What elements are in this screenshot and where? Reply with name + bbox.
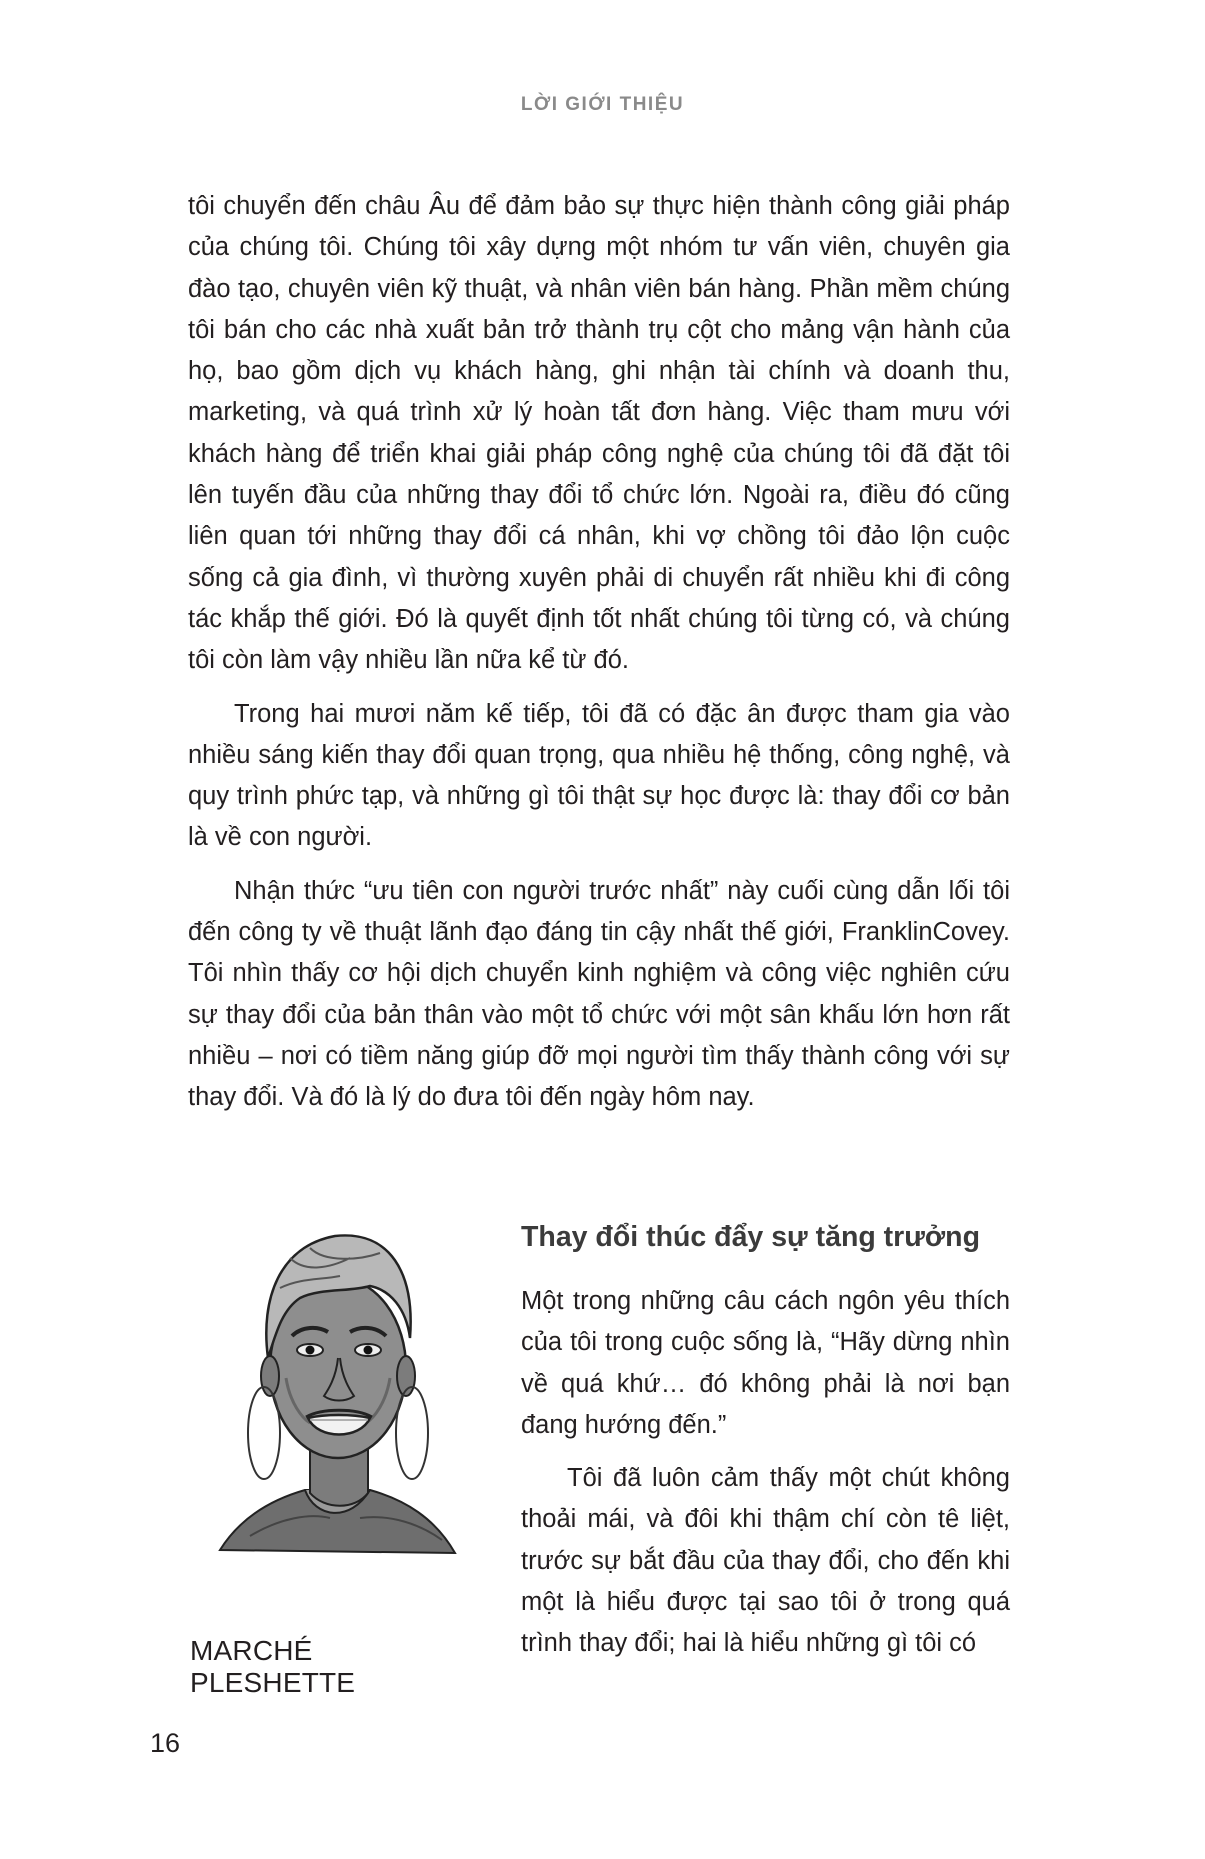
section-title: Thay đổi thúc đẩy sự tăng trưởng (521, 1221, 980, 1253)
running-head: LỜI GIỚI THIỆU (520, 94, 685, 115)
section-paragraph-1: Một trong những câu cách ngôn yêu thích của tôi trong cuộc sống là, “Hãy dừng nhìn về quá khứ… đó không phải là nơi bạn đang hướng đến.” (521, 1287, 1010, 1439)
sidebar-section (521, 1217, 1010, 1677)
portrait-illustration-icon (210, 1218, 460, 1558)
body-paragraph-2: Trong hai mươi năm kế tiếp, tôi đã có đặc ân được tham gia vào nhiều sáng kiến thay đổi quan trọng, qua nhiều hệ thống, công nghệ, và quy trình phức tạp, và những gì tôi thật sự học được là: thay đổi cơ bản là về con người. (188, 699, 1010, 852)
page-number: 16 (150, 1728, 181, 1758)
body-paragraph-3: Nhận thức “ưu tiên con người trước nhất” này cuối cùng dẫn lối tôi đến công ty về thuật lãnh đạo đáng tin cậy nhất thế giới, FranklinCovey. Tôi nhìn thấy cơ hội dịch chuyển kinh nghiệm và công việc nghiên cứu sự thay đổi của bản thân vào một tổ chức với một sân khấu lớn hơn rất nhiều – nơi có tiềm năng giúp đỡ mọi người tìm thấy thành công với sự thay đổi. Và đó là lý do đưa tôi đến ngày hôm nay. (188, 876, 1010, 1112)
main-body-text (188, 186, 1010, 1131)
portrait-caption-name: MARCHÉ PLESHETTE (190, 1635, 356, 1698)
body-paragraph-1: tôi chuyển đến châu Âu để đảm bảo sự thực hiện thành công giải pháp của chúng tôi. Chúng tôi xây dựng một nhóm tư vấn viên, chuyên gia đào tạo, chuyên viên kỹ thuật, và nhân viên bán hàng. Phần mềm chúng tôi bán cho các nhà xuất bản trở thành trụ cột cho mảng vận hành của họ, bao gồm dịch vụ khách hàng, ghi nhận tài chính và doanh thu, marketing, và quá trình xử lý hoàn tất đơn hàng. Việc tham mưu với khách hàng để triển khai giải pháp công nghệ của chúng tôi đã đặt tôi lên tuyến đầu của những thay đổi tổ chức lớn. Ngoài ra, điều đó cũng liên quan tới những thay đổi cá nhân, khi vợ chồng tôi đảo lộn cuộc sống cả gia đình, vì thường xuyên phải di chuyển rất nhiều khi đi công tác khắp thế giới. Đó là quyết định tốt nhất chúng tôi từng có, và chúng tôi còn làm vậy nhiều lần nữa kể từ đó. (188, 192, 1010, 675)
section-paragraph-2: Tôi đã luôn cảm thấy một chút không thoải mái, và đôi khi thậm chí còn tê liệt, trước sự bắt đầu của thay đổi, cho đến khi một là hiểu được tại sao tôi ở trong quá trình thay đổi; hai là hiểu những gì tôi có (521, 1464, 1010, 1658)
